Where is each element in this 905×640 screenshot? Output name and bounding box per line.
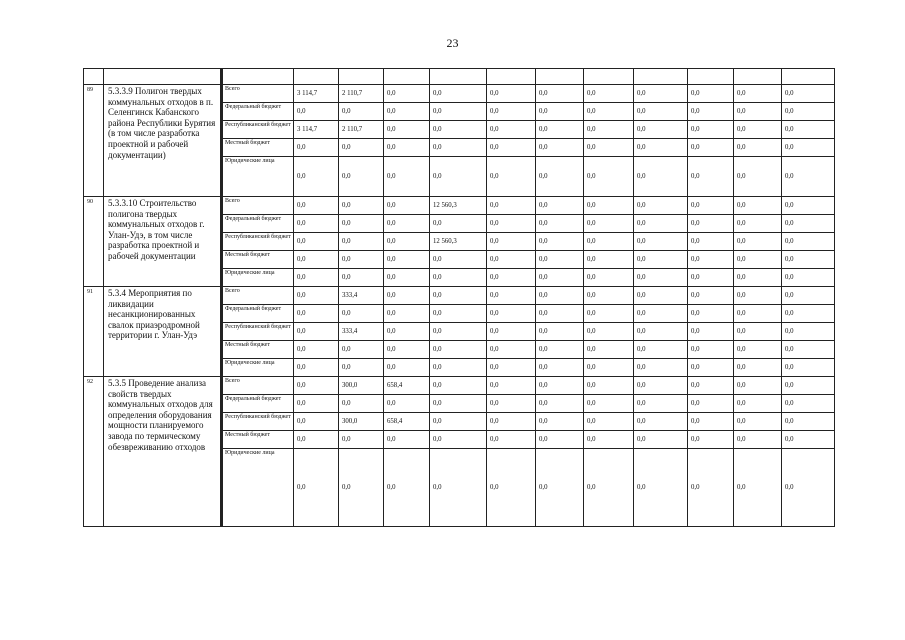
value-cell: 0,0 bbox=[384, 157, 430, 197]
value-cell: 0,0 bbox=[384, 341, 430, 359]
value-cell: 0,0 bbox=[734, 121, 782, 139]
value-cell: 0,0 bbox=[430, 305, 487, 323]
value-cell: 0,0 bbox=[688, 341, 734, 359]
value-cell: 0,0 bbox=[536, 323, 584, 341]
value-cell: 0,0 bbox=[536, 121, 584, 139]
value-cell: 0,0 bbox=[384, 121, 430, 139]
value-cell: 0,0 bbox=[487, 287, 536, 305]
value-cell: 0,0 bbox=[487, 377, 536, 395]
value-cell: 0,0 bbox=[384, 251, 430, 269]
value-cell: 0,0 bbox=[688, 431, 734, 449]
value-cell: 0,0 bbox=[634, 359, 688, 377]
value-cell: 0,0 bbox=[782, 233, 835, 251]
value-cell: 0,0 bbox=[782, 197, 835, 215]
value-cell: 0,0 bbox=[536, 377, 584, 395]
value-cell: 0,0 bbox=[688, 121, 734, 139]
value-cell: 0,0 bbox=[430, 215, 487, 233]
value-cell: 0,0 bbox=[294, 395, 339, 413]
value-cell: 0,0 bbox=[634, 269, 688, 287]
value-cell: 0,0 bbox=[294, 305, 339, 323]
page-number: 23 bbox=[446, 36, 459, 50]
value-cell: 0,0 bbox=[430, 341, 487, 359]
value-cell: 0,0 bbox=[294, 103, 339, 121]
header-cell bbox=[384, 69, 430, 85]
value-cell: 2 110,7 bbox=[339, 121, 384, 139]
value-cell: 0,0 bbox=[294, 197, 339, 215]
value-cell: 0,0 bbox=[584, 121, 634, 139]
table-row bbox=[84, 85, 835, 103]
value-cell: 0,0 bbox=[384, 269, 430, 287]
value-cell: 0,0 bbox=[734, 305, 782, 323]
header-cell bbox=[634, 69, 688, 85]
value-cell: 0,0 bbox=[584, 395, 634, 413]
value-cell: 0,0 bbox=[384, 139, 430, 157]
value-cell: 0,0 bbox=[782, 341, 835, 359]
value-cell: 0,0 bbox=[294, 233, 339, 251]
value-cell: 0,0 bbox=[734, 287, 782, 305]
value-cell: 0,0 bbox=[487, 197, 536, 215]
header-cell bbox=[84, 69, 104, 85]
value-cell: 0,0 bbox=[384, 323, 430, 341]
value-cell: 0,0 bbox=[584, 305, 634, 323]
value-cell: 0,0 bbox=[584, 85, 634, 103]
measure-title: 5.3.4 Мероприятия по ликвидации несанкционированных свалок приаэродромной территории г. Улан-Удэ bbox=[104, 287, 222, 377]
value-cell: 0,0 bbox=[688, 305, 734, 323]
value-cell: 0,0 bbox=[734, 359, 782, 377]
value-cell: 0,0 bbox=[634, 287, 688, 305]
value-cell: 0,0 bbox=[634, 197, 688, 215]
funding-source: Республиканский бюджет bbox=[222, 323, 294, 341]
value-cell: 0,0 bbox=[536, 287, 584, 305]
value-cell: 0,0 bbox=[430, 121, 487, 139]
value-cell: 0,0 bbox=[536, 395, 584, 413]
value-cell: 0,0 bbox=[487, 157, 536, 197]
row-number: 90 bbox=[84, 197, 104, 287]
value-cell: 0,0 bbox=[384, 85, 430, 103]
value-cell: 0,0 bbox=[634, 395, 688, 413]
value-cell: 0,0 bbox=[734, 377, 782, 395]
value-cell: 0,0 bbox=[487, 251, 536, 269]
header-cell bbox=[339, 69, 384, 85]
funding-source: Юридические лица bbox=[222, 269, 294, 287]
header-cell bbox=[782, 69, 835, 85]
value-cell: 658,4 bbox=[384, 377, 430, 395]
header-cell bbox=[222, 69, 294, 85]
row-number: 91 bbox=[84, 287, 104, 377]
value-cell: 0,0 bbox=[634, 233, 688, 251]
value-cell: 300,0 bbox=[339, 413, 384, 431]
value-cell: 0,0 bbox=[487, 85, 536, 103]
value-cell: 0,0 bbox=[688, 139, 734, 157]
value-cell: 0,0 bbox=[782, 269, 835, 287]
value-cell: 0,0 bbox=[536, 269, 584, 287]
value-cell: 0,0 bbox=[430, 449, 487, 527]
value-cell: 0,0 bbox=[584, 413, 634, 431]
value-cell: 0,0 bbox=[782, 85, 835, 103]
table-row bbox=[84, 287, 835, 305]
value-cell: 0,0 bbox=[487, 215, 536, 233]
value-cell: 0,0 bbox=[384, 287, 430, 305]
value-cell: 0,0 bbox=[782, 121, 835, 139]
value-cell: 0,0 bbox=[339, 305, 384, 323]
value-cell: 0,0 bbox=[294, 323, 339, 341]
value-cell: 0,0 bbox=[430, 157, 487, 197]
value-cell: 0,0 bbox=[584, 157, 634, 197]
value-cell: 333,4 bbox=[339, 323, 384, 341]
measure-title: 5.3.3.10 Строительство полигона твердых коммунальных отходов г. Улан-Удэ, в том числе разработка проектной и рабочей документации bbox=[104, 197, 222, 287]
funding-source: Федеральный бюджет bbox=[222, 395, 294, 413]
value-cell: 0,0 bbox=[294, 287, 339, 305]
value-cell: 0,0 bbox=[294, 413, 339, 431]
funding-source: Всего bbox=[222, 377, 294, 395]
value-cell: 0,0 bbox=[487, 139, 536, 157]
value-cell: 0,0 bbox=[384, 359, 430, 377]
value-cell: 12 560,3 bbox=[430, 233, 487, 251]
value-cell: 0,0 bbox=[734, 85, 782, 103]
value-cell: 3 114,7 bbox=[294, 85, 339, 103]
value-cell: 0,0 bbox=[487, 449, 536, 527]
value-cell: 0,0 bbox=[734, 413, 782, 431]
value-cell: 0,0 bbox=[339, 233, 384, 251]
value-cell: 0,0 bbox=[430, 359, 487, 377]
value-cell: 0,0 bbox=[584, 233, 634, 251]
value-cell: 0,0 bbox=[734, 233, 782, 251]
value-cell: 0,0 bbox=[782, 103, 835, 121]
value-cell: 0,0 bbox=[634, 449, 688, 527]
value-cell: 3 114,7 bbox=[294, 121, 339, 139]
value-cell: 0,0 bbox=[384, 233, 430, 251]
value-cell: 0,0 bbox=[536, 197, 584, 215]
header-cell bbox=[104, 69, 222, 85]
header-cell bbox=[536, 69, 584, 85]
value-cell: 0,0 bbox=[782, 431, 835, 449]
value-cell: 0,0 bbox=[782, 251, 835, 269]
value-cell: 0,0 bbox=[688, 287, 734, 305]
value-cell: 0,0 bbox=[430, 251, 487, 269]
value-cell: 12 560,3 bbox=[430, 197, 487, 215]
value-cell: 0,0 bbox=[487, 395, 536, 413]
value-cell: 0,0 bbox=[782, 157, 835, 197]
value-cell: 0,0 bbox=[384, 215, 430, 233]
value-cell: 0,0 bbox=[584, 287, 634, 305]
value-cell: 0,0 bbox=[536, 215, 584, 233]
value-cell: 0,0 bbox=[430, 103, 487, 121]
value-cell: 0,0 bbox=[536, 85, 584, 103]
value-cell: 0,0 bbox=[536, 157, 584, 197]
value-cell: 0,0 bbox=[688, 157, 734, 197]
value-cell: 0,0 bbox=[782, 215, 835, 233]
value-cell: 0,0 bbox=[584, 215, 634, 233]
value-cell: 0,0 bbox=[634, 103, 688, 121]
value-cell: 0,0 bbox=[634, 85, 688, 103]
value-cell: 0,0 bbox=[634, 121, 688, 139]
value-cell: 0,0 bbox=[294, 377, 339, 395]
value-cell: 0,0 bbox=[634, 341, 688, 359]
header-cell bbox=[430, 69, 487, 85]
value-cell: 0,0 bbox=[782, 395, 835, 413]
value-cell: 0,0 bbox=[688, 215, 734, 233]
value-cell: 0,0 bbox=[734, 395, 782, 413]
value-cell: 0,0 bbox=[782, 305, 835, 323]
value-cell: 0,0 bbox=[536, 413, 584, 431]
value-cell: 0,0 bbox=[734, 341, 782, 359]
value-cell: 0,0 bbox=[294, 251, 339, 269]
value-cell: 0,0 bbox=[536, 103, 584, 121]
table-header-row bbox=[84, 69, 835, 85]
value-cell: 0,0 bbox=[536, 233, 584, 251]
value-cell: 0,0 bbox=[487, 413, 536, 431]
value-cell: 0,0 bbox=[339, 395, 384, 413]
value-cell: 0,0 bbox=[339, 103, 384, 121]
value-cell: 0,0 bbox=[487, 341, 536, 359]
value-cell: 0,0 bbox=[734, 139, 782, 157]
value-cell: 0,0 bbox=[688, 359, 734, 377]
value-cell: 0,0 bbox=[339, 215, 384, 233]
value-cell: 0,0 bbox=[584, 359, 634, 377]
value-cell: 0,0 bbox=[536, 341, 584, 359]
value-cell: 0,0 bbox=[294, 157, 339, 197]
value-cell: 0,0 bbox=[688, 269, 734, 287]
header-cell bbox=[688, 69, 734, 85]
measure-title: 5.3.3.9 Полигон твердых коммунальных отходов в п. Селенгинск Кабанского района Республики Бурятия (в том числе разработка проектной и рабочей документации) bbox=[104, 85, 222, 197]
value-cell: 0,0 bbox=[688, 323, 734, 341]
row-number: 92 bbox=[84, 377, 104, 527]
value-cell: 0,0 bbox=[584, 103, 634, 121]
value-cell: 0,0 bbox=[339, 251, 384, 269]
value-cell: 0,0 bbox=[584, 323, 634, 341]
value-cell: 0,0 bbox=[634, 431, 688, 449]
header-cell bbox=[734, 69, 782, 85]
value-cell: 0,0 bbox=[634, 251, 688, 269]
value-cell: 0,0 bbox=[487, 103, 536, 121]
value-cell: 0,0 bbox=[782, 139, 835, 157]
value-cell: 0,0 bbox=[634, 157, 688, 197]
value-cell: 0,0 bbox=[536, 139, 584, 157]
value-cell: 0,0 bbox=[634, 377, 688, 395]
budget-table bbox=[83, 68, 835, 527]
value-cell: 0,0 bbox=[734, 269, 782, 287]
value-cell: 0,0 bbox=[536, 251, 584, 269]
value-cell: 0,0 bbox=[536, 359, 584, 377]
row-number: 89 bbox=[84, 85, 104, 197]
value-cell: 0,0 bbox=[688, 103, 734, 121]
value-cell: 0,0 bbox=[584, 341, 634, 359]
value-cell: 0,0 bbox=[384, 197, 430, 215]
value-cell: 0,0 bbox=[584, 449, 634, 527]
value-cell: 0,0 bbox=[634, 215, 688, 233]
value-cell: 0,0 bbox=[487, 121, 536, 139]
value-cell: 0,0 bbox=[339, 197, 384, 215]
value-cell: 0,0 bbox=[584, 269, 634, 287]
funding-source: Всего bbox=[222, 287, 294, 305]
funding-source: Республиканский бюджет bbox=[222, 121, 294, 139]
value-cell: 0,0 bbox=[339, 139, 384, 157]
value-cell: 0,0 bbox=[688, 251, 734, 269]
value-cell: 0,0 bbox=[782, 449, 835, 527]
value-cell: 0,0 bbox=[782, 359, 835, 377]
value-cell: 0,0 bbox=[294, 269, 339, 287]
value-cell: 0,0 bbox=[584, 197, 634, 215]
value-cell: 0,0 bbox=[688, 85, 734, 103]
value-cell: 0,0 bbox=[536, 449, 584, 527]
value-cell: 0,0 bbox=[430, 269, 487, 287]
value-cell: 0,0 bbox=[294, 215, 339, 233]
funding-source: Юридические лица bbox=[222, 449, 294, 527]
value-cell: 300,0 bbox=[339, 377, 384, 395]
value-cell: 0,0 bbox=[688, 395, 734, 413]
funding-source: Юридические лица bbox=[222, 359, 294, 377]
value-cell: 0,0 bbox=[339, 449, 384, 527]
header-cell bbox=[487, 69, 536, 85]
value-cell: 0,0 bbox=[734, 103, 782, 121]
value-cell: 0,0 bbox=[294, 449, 339, 527]
value-cell: 0,0 bbox=[688, 233, 734, 251]
table-row bbox=[84, 197, 835, 215]
value-cell: 0,0 bbox=[734, 431, 782, 449]
value-cell: 0,0 bbox=[339, 269, 384, 287]
value-cell: 0,0 bbox=[487, 431, 536, 449]
value-cell: 0,0 bbox=[487, 359, 536, 377]
value-cell: 0,0 bbox=[536, 431, 584, 449]
value-cell: 0,0 bbox=[734, 157, 782, 197]
value-cell: 658,4 bbox=[384, 413, 430, 431]
value-cell: 0,0 bbox=[634, 305, 688, 323]
value-cell: 0,0 bbox=[294, 431, 339, 449]
value-cell: 0,0 bbox=[536, 305, 584, 323]
value-cell: 0,0 bbox=[734, 251, 782, 269]
value-cell: 0,0 bbox=[584, 251, 634, 269]
value-cell: 0,0 bbox=[734, 449, 782, 527]
table-row bbox=[84, 377, 835, 395]
value-cell: 0,0 bbox=[430, 85, 487, 103]
value-cell: 0,0 bbox=[734, 323, 782, 341]
value-cell: 0,0 bbox=[384, 395, 430, 413]
measure-title: 5.3.5 Проведение анализа свойств твердых коммунальных отходов для определения оборудования мощности планируемого завода по термическому обезвреживанию отходов bbox=[104, 377, 222, 527]
value-cell: 0,0 bbox=[487, 269, 536, 287]
funding-source: Всего bbox=[222, 85, 294, 103]
header-cell bbox=[584, 69, 634, 85]
funding-source: Местный бюджет bbox=[222, 139, 294, 157]
value-cell: 0,0 bbox=[294, 341, 339, 359]
funding-source: Юридические лица bbox=[222, 157, 294, 197]
value-cell: 0,0 bbox=[734, 215, 782, 233]
header-cell bbox=[294, 69, 339, 85]
value-cell: 0,0 bbox=[782, 413, 835, 431]
value-cell: 0,0 bbox=[430, 323, 487, 341]
value-cell: 0,0 bbox=[294, 359, 339, 377]
value-cell: 0,0 bbox=[384, 103, 430, 121]
value-cell: 0,0 bbox=[339, 431, 384, 449]
value-cell: 0,0 bbox=[634, 413, 688, 431]
value-cell: 0,0 bbox=[782, 377, 835, 395]
value-cell: 0,0 bbox=[384, 449, 430, 527]
value-cell: 0,0 bbox=[487, 323, 536, 341]
value-cell: 0,0 bbox=[634, 323, 688, 341]
value-cell: 0,0 bbox=[384, 305, 430, 323]
value-cell: 0,0 bbox=[487, 233, 536, 251]
value-cell: 0,0 bbox=[782, 323, 835, 341]
funding-source: Федеральный бюджет bbox=[222, 305, 294, 323]
funding-source: Местный бюджет bbox=[222, 431, 294, 449]
funding-source: Федеральный бюджет bbox=[222, 215, 294, 233]
funding-source: Республиканский бюджет bbox=[222, 233, 294, 251]
value-cell: 0,0 bbox=[430, 377, 487, 395]
value-cell: 0,0 bbox=[384, 431, 430, 449]
value-cell: 0,0 bbox=[430, 287, 487, 305]
value-cell: 0,0 bbox=[487, 305, 536, 323]
value-cell: 0,0 bbox=[584, 139, 634, 157]
value-cell: 0,0 bbox=[430, 431, 487, 449]
funding-source: Местный бюджет bbox=[222, 251, 294, 269]
value-cell: 0,0 bbox=[430, 395, 487, 413]
value-cell: 0,0 bbox=[688, 413, 734, 431]
value-cell: 0,0 bbox=[688, 449, 734, 527]
value-cell: 0,0 bbox=[339, 359, 384, 377]
value-cell: 0,0 bbox=[430, 139, 487, 157]
value-cell: 0,0 bbox=[734, 197, 782, 215]
value-cell: 333,4 bbox=[339, 287, 384, 305]
value-cell: 0,0 bbox=[339, 341, 384, 359]
funding-source: Местный бюджет bbox=[222, 341, 294, 359]
funding-source: Республиканский бюджет bbox=[222, 413, 294, 431]
value-cell: 0,0 bbox=[782, 287, 835, 305]
value-cell: 0,0 bbox=[339, 157, 384, 197]
value-cell: 0,0 bbox=[634, 139, 688, 157]
funding-source: Федеральный бюджет bbox=[222, 103, 294, 121]
funding-source: Всего bbox=[222, 197, 294, 215]
value-cell: 0,0 bbox=[688, 197, 734, 215]
value-cell: 0,0 bbox=[430, 413, 487, 431]
value-cell: 0,0 bbox=[294, 139, 339, 157]
value-cell: 0,0 bbox=[688, 377, 734, 395]
value-cell: 0,0 bbox=[584, 431, 634, 449]
value-cell: 0,0 bbox=[584, 377, 634, 395]
value-cell: 2 110,7 bbox=[339, 85, 384, 103]
